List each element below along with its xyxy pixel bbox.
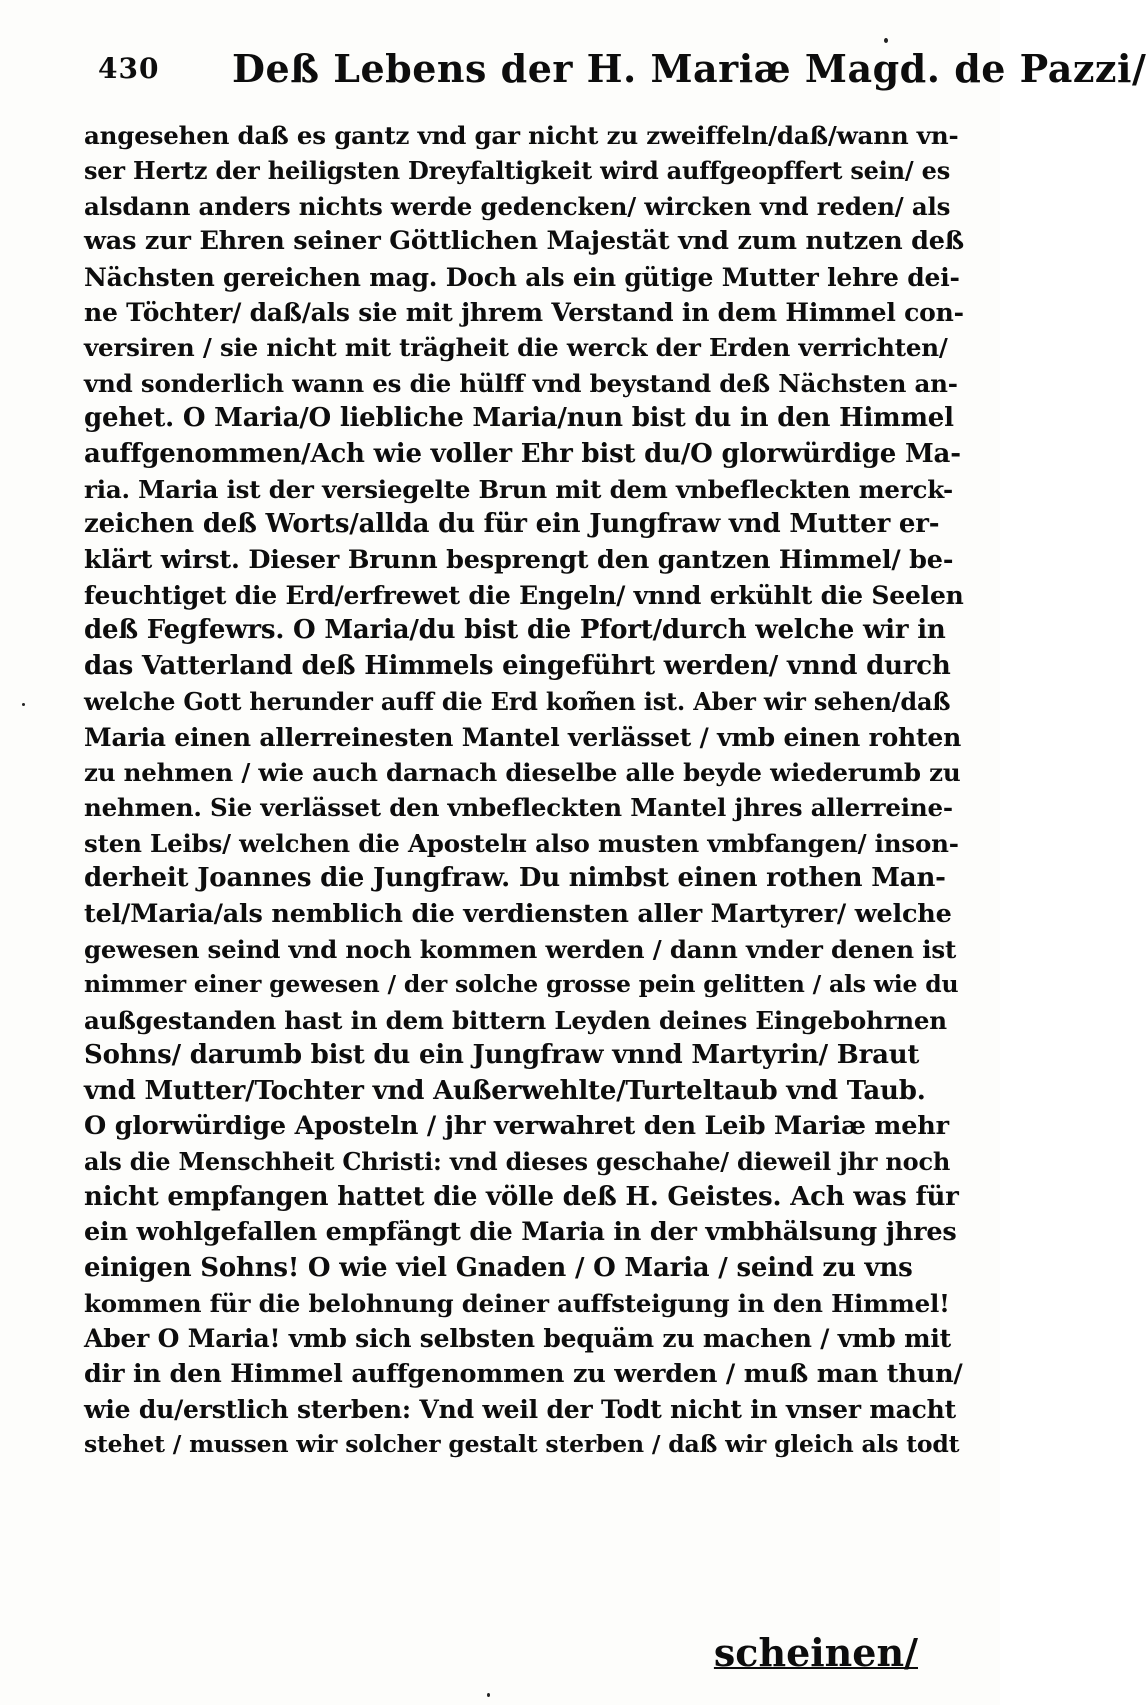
text-line: welche Gott herunder auff die Erd kom̃en ist. Aber wir sehen/daß [84, 687, 951, 717]
text-line: als die Menschheit Christi: vnd dieses geschahe/ dieweil jhr noch [84, 1147, 951, 1177]
text-line: ser Hertz der heiligsten Dreyfaltigkeit wird auffgeopffert sein/ es [84, 156, 951, 186]
text-line: O glorwürdige Aposteln / jhr verwahret den Leib Mariæ mehr [84, 1110, 949, 1141]
text-line: stehet / mussen wir solcher gestalt sterben / daß wir gleich als todt [84, 1430, 960, 1459]
text-line: auffgenommen/Ach wie voller Ehr bist du/O glorwürdige Ma- [84, 438, 961, 469]
text-line: tel/Maria/als nemblich die verdiensten aller Martyrer/ welche [84, 898, 952, 929]
text-line: feuchtiget die Erd/erfrewet die Engeln/ vnnd erkühlt die Seelen [84, 581, 964, 611]
text-line: Sohns/ darumb bist du ein Jungfraw vnnd Martyrin/ Braut [84, 1040, 920, 1071]
text-line: alsdann anders nichts werde gedencken/ wircken vnd reden/ als [84, 191, 951, 221]
text-line: Nächsten gereichen mag. Doch als ein gütige Mutter lehre dei- [84, 262, 960, 292]
text-line: derheit Joannes die Jungfraw. Du nimbst einen rothen Man- [84, 863, 946, 894]
text-line: zeichen deß Worts/allda du für ein Jungfraw vnd Mutter er- [84, 509, 940, 540]
text-line: einigen Sohns! O wie viel Gnaden / O Maria / seind zu vns [84, 1252, 913, 1283]
text-line: gewesen seind vnd noch kommen werden / dann vnder denen ist [84, 934, 957, 964]
text-line: was zur Ehren seiner Göttlichen Majestät vnd zum nutzen deß [84, 226, 964, 257]
running-title: Deß Lebens der H. Mariæ Magd. de Pazzi/ [232, 46, 1146, 91]
text-line: nimmer einer gewesen / der solche grosse pein gelitten / als wie du [84, 970, 959, 999]
page-number: 430 [98, 52, 160, 85]
text-line: deß Fegfewrs. O Maria/du bist die Pfort/durch welche wir in [84, 615, 946, 646]
catchword: scheinen/ [713, 1630, 918, 1675]
text-line: wie du/erstlich sterben: Vnd weil der Todt nicht in vnser macht [84, 1395, 956, 1425]
text-line: dir in den Himmel auffgenommen zu werden / muß man thun/ [84, 1358, 963, 1389]
text-line: zu nehmen / wie auch darnach dieselbe alle beyde wiederumb zu [84, 758, 961, 788]
text-line: das Vatterland deß Himmels eingeführt werden/ vnnd durch [84, 650, 951, 681]
text-line: außgestanden hast in dem bittern Leyden deines Eingebohrnen [84, 1005, 947, 1035]
text-line: klärt wirst. Dieser Brunn besprengt den gantzen Himmel/ be- [84, 544, 954, 575]
ink-speck [22, 703, 25, 706]
running-head [92, 42, 1146, 102]
text-line: nehmen. Sie verlässet den vnbefleckten Mantel jhres allerreine- [84, 793, 953, 823]
text-line: ein wohlgefallen empfängt die Maria in der vmbhälsung jhres [84, 1217, 957, 1248]
ink-speck [487, 1693, 490, 1697]
text-line: Maria einen allerreinesten Mantel verlässet / vmb einen rohten [84, 722, 962, 752]
text-line: nicht empfangen hattet die völle deß H. Geistes. Ach was für [84, 1181, 959, 1212]
text-line: angesehen daß es gantz vnd gar nicht zu zweiffeln/daß/wann vn- [84, 121, 959, 150]
text-line: sten Leibs/ welchen die Apostelн also musten vmbfangen/ inson- [84, 828, 959, 858]
text-line: Aber O Maria! vmb sich selbsten bequäm zu machen / vmb mit [84, 1324, 951, 1354]
text-line: versiren / sie nicht mit trägheit die werck der Erden verrichten/ [84, 333, 948, 363]
text-line: gehet. O Maria/O liebliche Maria/nun bist du in den Himmel [84, 403, 954, 434]
text-line: ne Töchter/ daß/als sie mit jhrem Verstand in dem Himmel con- [84, 297, 964, 327]
text-line: vnd sonderlich wann es die hülff vnd beystand deß Nächsten an- [84, 368, 958, 398]
text-line: vnd Mutter/Tochter vnd Außerwehlte/Turteltaub vnd Taub. [84, 1075, 926, 1106]
body-text [84, 118, 964, 1463]
text-line: ria. Maria ist der versiegelte Brun mit dem vnbefleckten merck- [84, 474, 953, 504]
text-line: kommen für die belohnung deiner auffsteigung in den Himmel! [84, 1288, 950, 1318]
